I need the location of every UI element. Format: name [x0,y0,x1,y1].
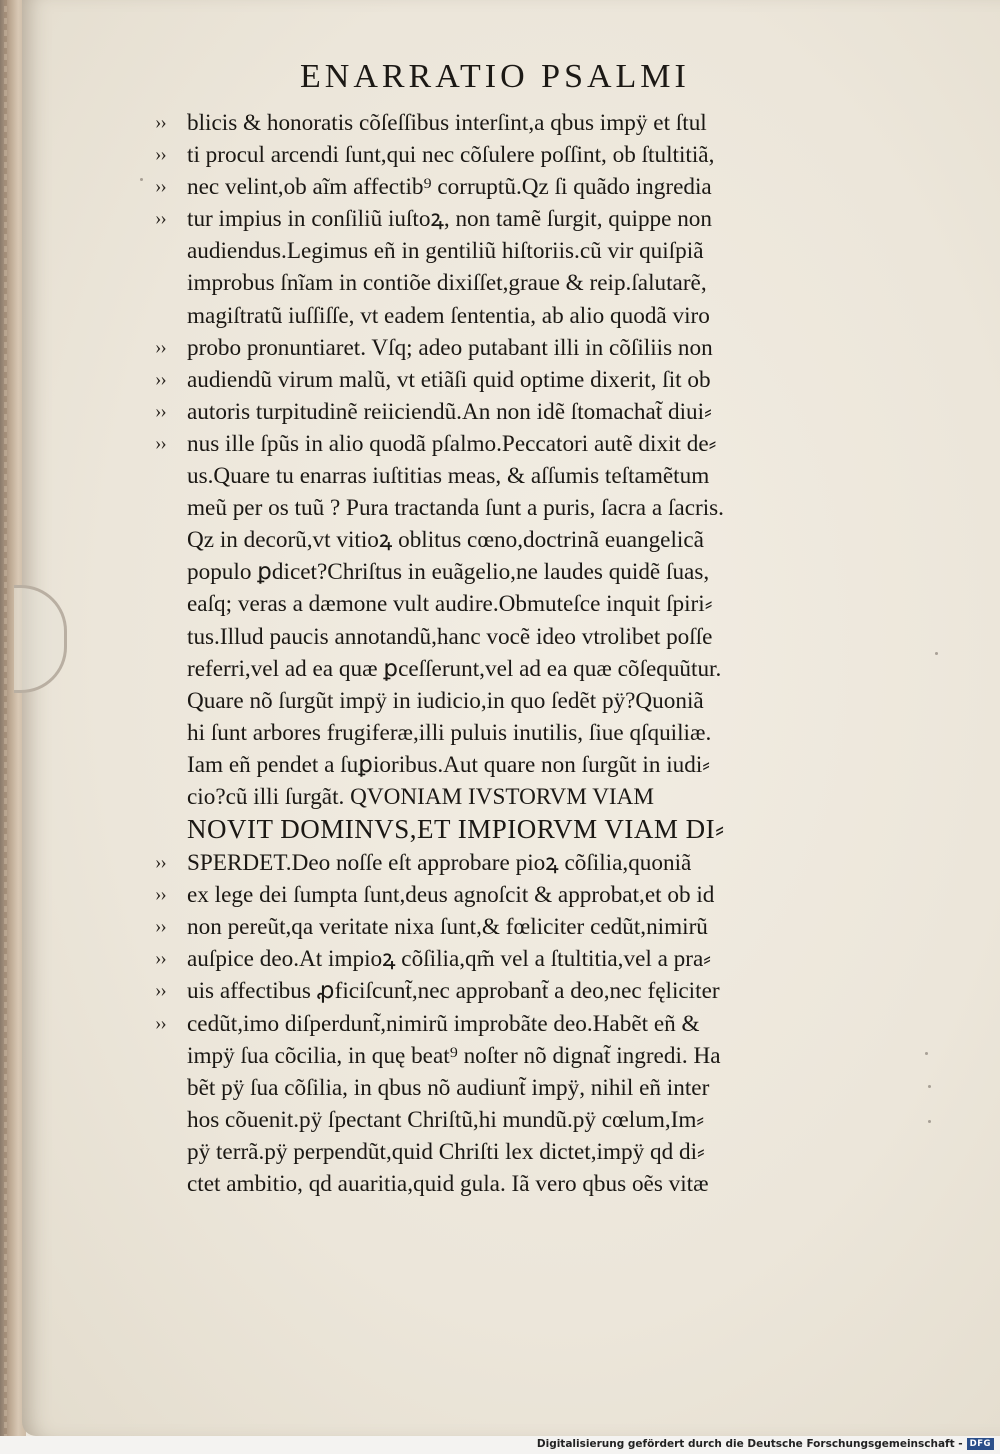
text-line [155,171,925,203]
text-line [155,460,925,492]
quotation-marker: ›› [155,208,166,230]
paper-speck [925,1052,928,1055]
line-text: auſpice deo.At impioꝝ cõſilia,qm̃ vel a ſtultitia,vel a pra⸗ [187,946,712,973]
text-line [155,524,925,556]
line-text: ex lege dei ſumpta ſunt,deus agnoſcit & approbat,et ob id [187,882,715,909]
line-text: ctet ambitio, qd auaritia,quid gula. Iã vero qbus oẽs vitæ [187,1171,709,1197]
text-line [155,556,925,588]
line-text: meũ per os tuũ ? Pura tractanda ſunt a puris, ſacra a ſacris. [187,495,724,522]
line-text: impÿ ſua cõcilia, in quę beat⁹ noſter nõ dignat̃ ingredi. Ha [187,1042,721,1069]
line-text: nec velint,ob aĩm affectib⁹ corruptũ.Qz ſi quãdo ingredia [187,174,712,201]
text-line [155,396,925,428]
line-text: Iam eñ pendet a ſuꝑioribus.Aut quare non ſurgũt in iudi⸗ [187,751,711,778]
line-text: ti procul arcendi ſunt,qui nec cõſulere poſſint, ob ſtultitiã, [187,142,715,169]
text-line [155,781,925,813]
quotation-marker: ›› [155,1012,166,1034]
quotation-marker: ›› [155,144,166,166]
line-text: hos cõuenit.pÿ ſpectant Chriſtũ,hi mundũ.pÿ cœlum,Im⸗ [187,1106,705,1133]
text-line [155,235,925,267]
line-text: blicis & honoratis cõſeſſibus interſint,a qbus impÿ et ſtul [187,110,707,136]
digitization-credit [537,1438,994,1450]
text-line [155,879,925,911]
text-line [155,364,925,396]
line-text: Qz in decorũ,vt vitioꝝ oblitus cœno,doctrinã euangelicã [187,527,704,554]
quotation-marker: ›› [155,884,166,906]
text-line [155,428,925,460]
quotation-marker: ›› [155,948,166,970]
line-text: improbus ſnĩam in contiõe dixiſſet,graue & reip.ſalutarẽ, [187,270,707,297]
body-text [155,107,925,1200]
text-line [155,588,925,620]
line-text: cedũt,imo diſperdunt̃,nimirũ improbãte deo.Habẽt eñ & [187,1010,700,1037]
quotation-marker: ›› [155,400,166,422]
line-text: probo pronuntiaret. Vſq; adeo putabant illi in cõſiliis non [187,334,713,361]
quotation-marker: ›› [155,852,166,874]
quotation-marker: ›› [155,980,166,1002]
quotation-marker: ›› [155,432,166,454]
line-text: pÿ terrã.pÿ perpendũt,quid Chriſti lex dictet,impÿ qd di⸗ [187,1138,705,1165]
text-line [155,621,925,653]
text-line [155,847,925,879]
line-text: autoris turpitudinẽ reiiciendũ.An non idẽ ſtomachat̃ diui⸗ [187,398,712,425]
line-text: cio?cũ illi ſurgãt. QVONIAM IVSTORVM VIAM [187,783,655,810]
dfg-logo: DFG [967,1438,994,1450]
quotation-marker: ›› [155,336,166,358]
line-text: eaſq; veras a dæmone vult audire.Obmuteſce inquit ſpiri⸗ [187,591,713,618]
text-line [155,813,925,847]
line-text: us.Quare tu enarras iuſtitias meas, & aſſumis teſtamẽtum [187,463,710,490]
line-text: tus.Illud paucis annotandũ,hanc vocẽ ideo vtrolibet poſſe [187,623,713,650]
line-text: uis affectibus ꝓficiſcunt̃,nec approbant̃ a deo,nec fęliciter [187,978,720,1005]
line-text: Quare nõ ſurgũt impÿ in iudicio,in quo ſedẽt pÿ?Quoniã [187,687,704,714]
running-head: ENARRATIO PSALMI [300,58,690,95]
text-line [155,685,925,717]
quotation-marker: ›› [155,916,166,938]
quotation-marker: ›› [155,368,166,390]
line-text: magiſtratũ iuſſiſſe, vt eadem ſententia, ab alio quodã viro [187,302,710,329]
line-text: SPERDET.Deo noſſe eſt approbare pioꝝ cõſilia,quoniã [187,850,692,877]
line-text: tur impius in conſiliũ iuſtoꝝ, non tamẽ ſurgit, quippe non [187,206,712,233]
text-line [155,1008,925,1040]
text-line [155,749,925,781]
text-line [155,1168,925,1200]
line-text: populo ꝑdicet?Chriſtus in euãgelio,ne laudes quidẽ ſuas, [187,559,710,586]
text-line [155,975,925,1007]
paper-speck [935,652,938,655]
line-text: nus ille ſpũs in alio quodã pſalmo.Peccatori autẽ dixit de⸗ [187,430,717,457]
text-line [155,1040,925,1072]
text-line [155,300,925,332]
quotation-marker: ›› [155,112,166,133]
line-text: non pereũt,qa veritate nixa ſunt,& fœliciter cedũt,nimirũ [187,914,708,941]
quotation-marker: ›› [155,176,166,198]
text-line [155,911,925,943]
text-line [155,203,925,235]
credit-text: Digitalisierung gefördert durch die Deutsche Forschungsgemeinschaft - [536,1438,963,1450]
text-line [155,717,925,749]
text-line [155,943,925,975]
paper-speck [928,1085,931,1088]
text-line [155,139,925,171]
text-line [155,492,925,524]
text-line [155,107,925,139]
text-line [155,332,925,364]
text-line [155,267,925,299]
line-text: audiendũ virum malũ, vt etiãſi quid optime dixerit, ſit ob [187,366,711,393]
line-text: referri,vel ad ea quæ ꝑceſſerunt,vel ad ea quæ cõſequũtur. [187,655,722,682]
line-text: NOVIT DOMINVS,ET IMPIORVM VIAM DI⸗ [187,814,725,845]
text-line [155,1136,925,1168]
text-line [155,653,925,685]
line-text: bẽt pÿ ſua cõſilia, in qbus nõ audiunt̃ impÿ, nihil eñ inter [187,1074,710,1101]
line-text: audiendus.Legimus eñ in gentiliũ hiſtoriis.cũ vir quiſpiã [187,238,704,265]
paper-speck [140,178,143,181]
text-line [155,1104,925,1136]
text-line [155,1072,925,1104]
line-text: hi ſunt arbores frugiferæ,illi puluis inutilis, ſiue qſquiliæ. [187,719,712,746]
paper-speck [928,1120,931,1123]
